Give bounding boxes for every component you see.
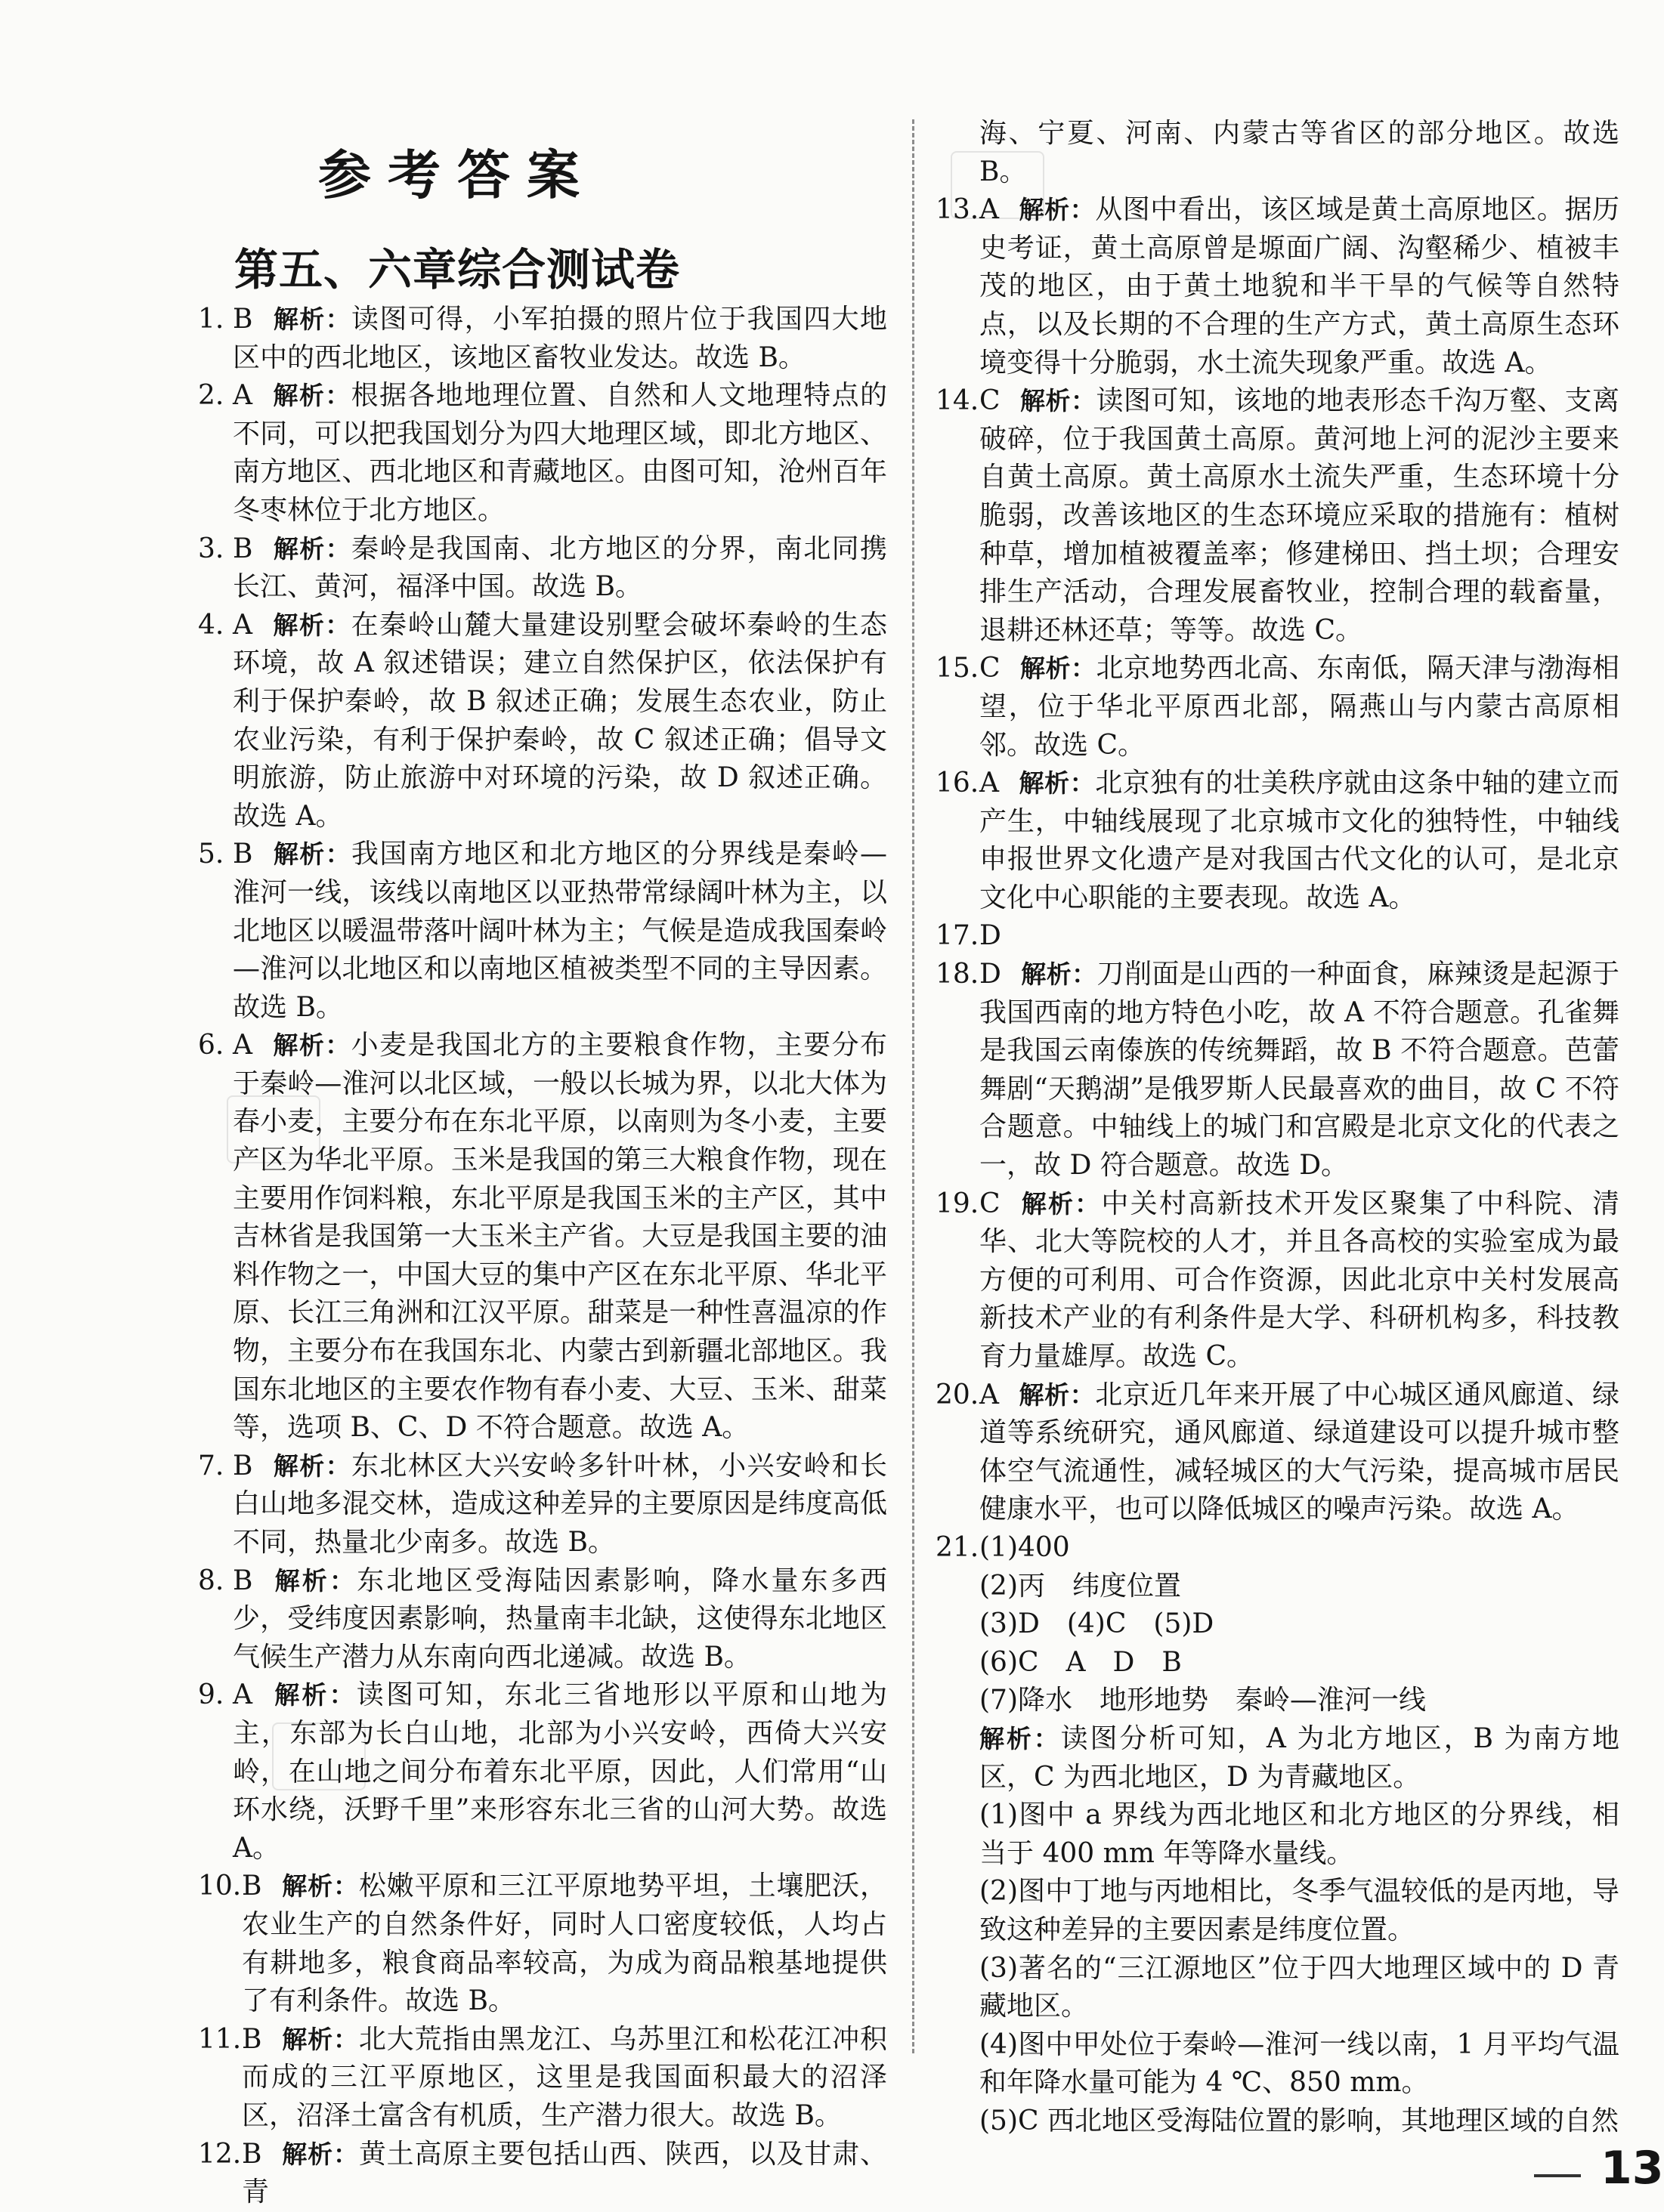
question-number: 2. <box>198 380 224 412</box>
analysis-text: 北京地势西北高、东南低，隔天津与渤海相望，位于华北平原西北部，隔燕山与内蒙古高原相邻。故选 C。 <box>979 653 1619 761</box>
question-item <box>198 1562 887 1677</box>
question-number: 14. <box>936 385 979 417</box>
analysis-text: 刀削面是山西的一种面食，麻辣烫是起源于我国西南的地方特色小吃，故 A 不符合题意。孔雀舞是我国云南傣族的传统舞蹈，故 B 不符合题意。芭蕾舞剧“天鹅湖”是俄罗斯人民最喜欢的曲目，故 C 不符合题意。中轴线上的城门和宫殿是北京文化的代表之一，故 D 符合题意。故选 D。 <box>979 959 1619 1182</box>
analysis-text: 秦岭是我国南、北方地区的分界，南北同携长江、黄河，福泽中国。故选 B。 <box>233 533 887 603</box>
sub-explanation: (1)图中 a 界线为西北地区和北方地区的分界线，相当于 400 mm 年等降水量线。 <box>979 1800 1619 1869</box>
analysis-label: 解析： <box>272 1030 351 1061</box>
analysis-label: 解析： <box>1020 959 1097 990</box>
question-item <box>198 1447 887 1562</box>
question-number: 17. <box>936 920 979 952</box>
question-item <box>198 530 887 607</box>
analysis-label: 解析： <box>272 304 352 334</box>
analysis-label: 解析： <box>272 1450 352 1481</box>
question-number: 7. <box>198 1450 224 1481</box>
answer-choice: B <box>242 1871 262 1902</box>
page-number-dash <box>1534 2174 1581 2177</box>
question-item <box>936 917 1619 956</box>
analysis-label: 解析： <box>1019 195 1096 225</box>
analysis-text: 黄土高原主要包括山西、陕西，以及甘肃、青 <box>242 2138 887 2208</box>
question-12-continuation: 海、宁夏、河南、内蒙古等省区的部分地区。故选 B。 <box>979 118 1619 187</box>
question-item <box>198 1868 887 2020</box>
analysis-text: 我国南方地区和北方地区的分界线是秦岭—淮河一线，该线以南地区以亚热带常绿阔叶林为主，以北地区以暖温带落叶阔叶林为主；气候是造成我国秦岭—淮河以北地区和以南地区植被类型不同的主导因素。故选 B。 <box>233 839 887 1023</box>
analysis-text: 北京独有的壮美秩序就由这条中轴的建立而产生，中轴线展现了北京城市文化的独特性，中轴线申报世界文化遗产是对我国古代文化的认可，是北京文化中心职能的主要表现。故选 A。 <box>979 768 1619 913</box>
question-number: 12. <box>198 2138 242 2170</box>
question-item <box>936 765 1619 917</box>
question-item <box>936 382 1619 650</box>
answer-choice: C <box>979 385 1001 417</box>
question-number: 13. <box>936 194 979 226</box>
analysis-intro: 读图分析可知，A 为北方地区，B 为南方地区，C 为西北地区，D 为青藏地区。 <box>979 1722 1620 1793</box>
sub-answer: (7)降水 地形地势 秦岭—淮河一线 <box>979 1685 1426 1716</box>
question-item <box>198 836 887 1027</box>
question-number: 19. <box>936 1188 979 1219</box>
answer-choice: B <box>233 533 253 564</box>
analysis-text: 根据各地地理位置、自然和人文地理特点的不同，可以把我国划分为四大地理区域，即北方地区、南方地区、西北地区和青藏地区。由图可知，沧州百年冬枣林位于北方地区。 <box>233 380 887 526</box>
analysis-label: 解析： <box>979 1723 1061 1753</box>
analysis-text: 中关村高新技术开发区聚集了中科院、清华、北大等院校的人才，并且各高校的实验室成为最方便的可利用、可合作资源，因此北京中关村发展高新技术产业的有利条件是大学、科研机构多，科技教育力量雄厚。故选 C。 <box>979 1188 1619 1372</box>
sub-explanation: (2)图中丁地与丙地相比，冬季气温较低的是丙地，导致这种差异的主要因素是纬度位置。 <box>979 1876 1619 1945</box>
question-item <box>198 1676 887 1868</box>
answer-choice: B <box>233 1565 253 1596</box>
analysis-label: 解析： <box>1019 768 1096 799</box>
answer-choice: B <box>233 1450 253 1481</box>
question-item <box>198 1027 887 1447</box>
question-item <box>936 1185 1619 1376</box>
analysis-label: 解析： <box>272 381 351 411</box>
analysis-text: 从图中看出，该区域是黄土高原地区。据历史考证，黄土高原曾是塬面广阔、沟壑稀少、植被丰茂的地区，由于黄土地貌和半干旱的气候等自然特点，以及长期的不合理的生产方式，黄土高原生态环境变得十分脆弱，水土流失现象严重。故选 A。 <box>979 194 1619 378</box>
analysis-label: 解析： <box>1019 653 1096 684</box>
question-number: 8. <box>198 1565 224 1596</box>
question-number: 5. <box>198 839 224 870</box>
answer-choice: A <box>979 1379 999 1410</box>
analysis-text: 读图可得，小军拍摄的照片位于我国四大地区中的西北地区，该地区畜牧业发达。故选 B。 <box>233 304 887 373</box>
question-item <box>936 650 1619 765</box>
question-item <box>198 301 887 377</box>
analysis-label: 解析： <box>1019 1188 1102 1219</box>
question-item <box>936 956 1619 1185</box>
analysis-label: 解析： <box>281 2024 359 2054</box>
page-number: 13 <box>1601 2142 1664 2195</box>
question-number: 21. <box>936 1531 979 1563</box>
answer-choice: B <box>242 2138 262 2170</box>
analysis-text: 在秦岭山麓大量建设别墅会破坏秦岭的生态环境，故 A 叙述错误；建立自然保护区，依法保护有利于保护秦岭，故 B 叙述正确；发展生态农业，防止农业污染，有利于保护秦岭，故 C 叙述正确；倡导文明旅游，防止旅游中对环境的污染，故 D 叙述正确。故选 A。 <box>233 609 887 832</box>
sub-explanation: (3)著名的“三江源地区”位于四大地理区域中的 D 青藏地区。 <box>979 1952 1619 2022</box>
question-item <box>936 1376 1619 1529</box>
analysis-text: 东北林区大兴安岭多针叶林，小兴安岭和长白山地多混交林，造成这种差异的主要原因是纬度高低不同，热量北少南多。故选 B。 <box>233 1450 887 1558</box>
answer-choice: C <box>979 653 1001 684</box>
analysis-label: 解析： <box>272 839 352 870</box>
answer-choice: A <box>233 1030 252 1061</box>
answer-choice: A <box>233 380 252 412</box>
answer-choice: D <box>979 959 1001 990</box>
sub-explanation: (5)C 西北地区受海陆位置的影响，其地理区域的自然 <box>979 2105 1619 2136</box>
right-column <box>936 115 1619 2140</box>
analysis-label: 解析： <box>281 1871 359 1902</box>
answer-choice: B <box>233 839 253 870</box>
analysis-label: 解析： <box>272 1565 357 1596</box>
analysis-label: 解析： <box>281 2139 359 2169</box>
analysis-text: 松嫩平原和三江平原地势平坦，土壤肥沃，农业生产的自然条件好，同时人口密度较低，人均占有耕地多，粮食商品率较高，为成为商品粮基地提供了有利条件。故选 B。 <box>242 1871 887 2017</box>
analysis-text: 读图可知，东北三省地形以平原和山地为主，东部为长白山地，北部为小兴安岭，西倚大兴安岭，在山地之间分布着东北平原，因此，人们常用“山环水绕，沃野千里”来形容东北三省的山河大势。故选 A。 <box>233 1679 887 1864</box>
answer-choice: C <box>979 1188 1001 1219</box>
sub-answer: (2)丙 纬度位置 <box>979 1570 1181 1602</box>
left-column <box>198 301 887 2212</box>
sub-answer: (6)C A D B <box>979 1646 1182 1678</box>
question-item <box>198 2021 887 2136</box>
question-number: 20. <box>936 1379 979 1410</box>
question-number: 3. <box>198 533 224 564</box>
question-item <box>936 191 1619 382</box>
answer-choice: B <box>233 304 253 335</box>
question-item <box>198 607 887 836</box>
analysis-label: 解析： <box>1019 1379 1096 1410</box>
analysis-text: 东北地区受海陆因素影响，降水量东多西少，受纬度因素影响，热量南丰北缺，这使得东北地区气候生产潜力从东南向西北递减。故选 B。 <box>233 1565 887 1673</box>
analysis-text: 北京近几年来开展了中心城区通风廊道、绿道等系统研究，通风廊道、绿道建设可以提升城市整体空气流通性，减轻城区的大气污染，提高城市居民健康水平，也可以降低城区的噪声污染。故选 A。 <box>979 1379 1619 1525</box>
question-number: 6. <box>198 1030 224 1061</box>
question-number: 1. <box>198 304 224 335</box>
question-item <box>198 377 887 530</box>
answer-choice: A <box>233 609 252 641</box>
answer-choice: D <box>979 920 1001 952</box>
analysis-text: 北大荒指由黑龙江、乌苏里江和松花江冲积而成的三江平原地区，这里是我国面积最大的沼泽区，沼泽土富含有机质，生产潜力很大。故选 B。 <box>242 2023 887 2131</box>
question-number: 16. <box>936 768 979 799</box>
section-title: 第五、六章综合测试卷 <box>234 244 680 295</box>
sub-answer: (1)400 <box>979 1531 1070 1563</box>
page-title: 参考答案 <box>318 144 596 206</box>
analysis-label: 解析： <box>272 533 352 564</box>
answer-choice: A <box>979 768 999 799</box>
column-divider <box>912 119 914 2053</box>
analysis-text: 读图可知，该地的地表形态千沟万壑、支离破碎，位于我国黄土高原。黄河地上河的泥沙主要来自黄土高原。黄土高原水土流失严重，生态环境十分脆弱，改善该地区的生态环境应采取的措施有：植树种草，增加植被覆盖率；修建梯田、挡土坝；合理安排生产活动，合理发展畜牧业，控制合理的载畜量，退耕还林还草；等等。故选 C。 <box>979 385 1619 646</box>
question-number: 15. <box>936 653 979 684</box>
analysis-label: 解析： <box>1019 386 1096 416</box>
question-number: 18. <box>936 959 979 990</box>
question-item <box>198 2136 887 2212</box>
sub-answer: (3)D (4)C (5)D <box>979 1608 1214 1640</box>
analysis-text: 小麦是我国北方的主要粮食作物，主要分布于秦岭—淮河以北区域，一般以长城为界，以北大体为春小麦，主要分布在东北平原，以南则为冬小麦，主要产区为华北平原。玉米是我国的第三大粮食作物，现在主要用作饲料粮，东北平原是我国玉米的主产区，其中吉林省是我国第一大玉米主产省。大豆是我国主要的油料作物之一，中国大豆的集中产区在东北平原、华北平原、长江三角洲和江汉平原。甜菜是一种性喜温凉的作物，主要分布在我国东北、内蒙古到新疆北部地区。我国东北地区的主要农作物有春小麦、大豆、玉米、甜菜等，选项 B、C、D 不符合题意。故选 A。 <box>233 1030 887 1444</box>
answer-choice: A <box>233 1679 252 1711</box>
question-number: 11. <box>198 2023 242 2055</box>
question-number: 4. <box>198 609 224 641</box>
analysis-label: 解析： <box>272 610 351 640</box>
question-21 <box>936 1529 1619 2141</box>
sub-explanation: (4)图中甲处位于秦岭—淮河一线以南，1 月平均气温和年降水量可能为 4 ℃、850 mm。 <box>979 2028 1619 2099</box>
answer-choice: A <box>979 194 999 226</box>
answer-choice: B <box>242 2023 262 2055</box>
question-number: 10. <box>198 1871 242 1902</box>
question-number: 9. <box>198 1679 224 1711</box>
analysis-label: 解析： <box>272 1680 357 1710</box>
